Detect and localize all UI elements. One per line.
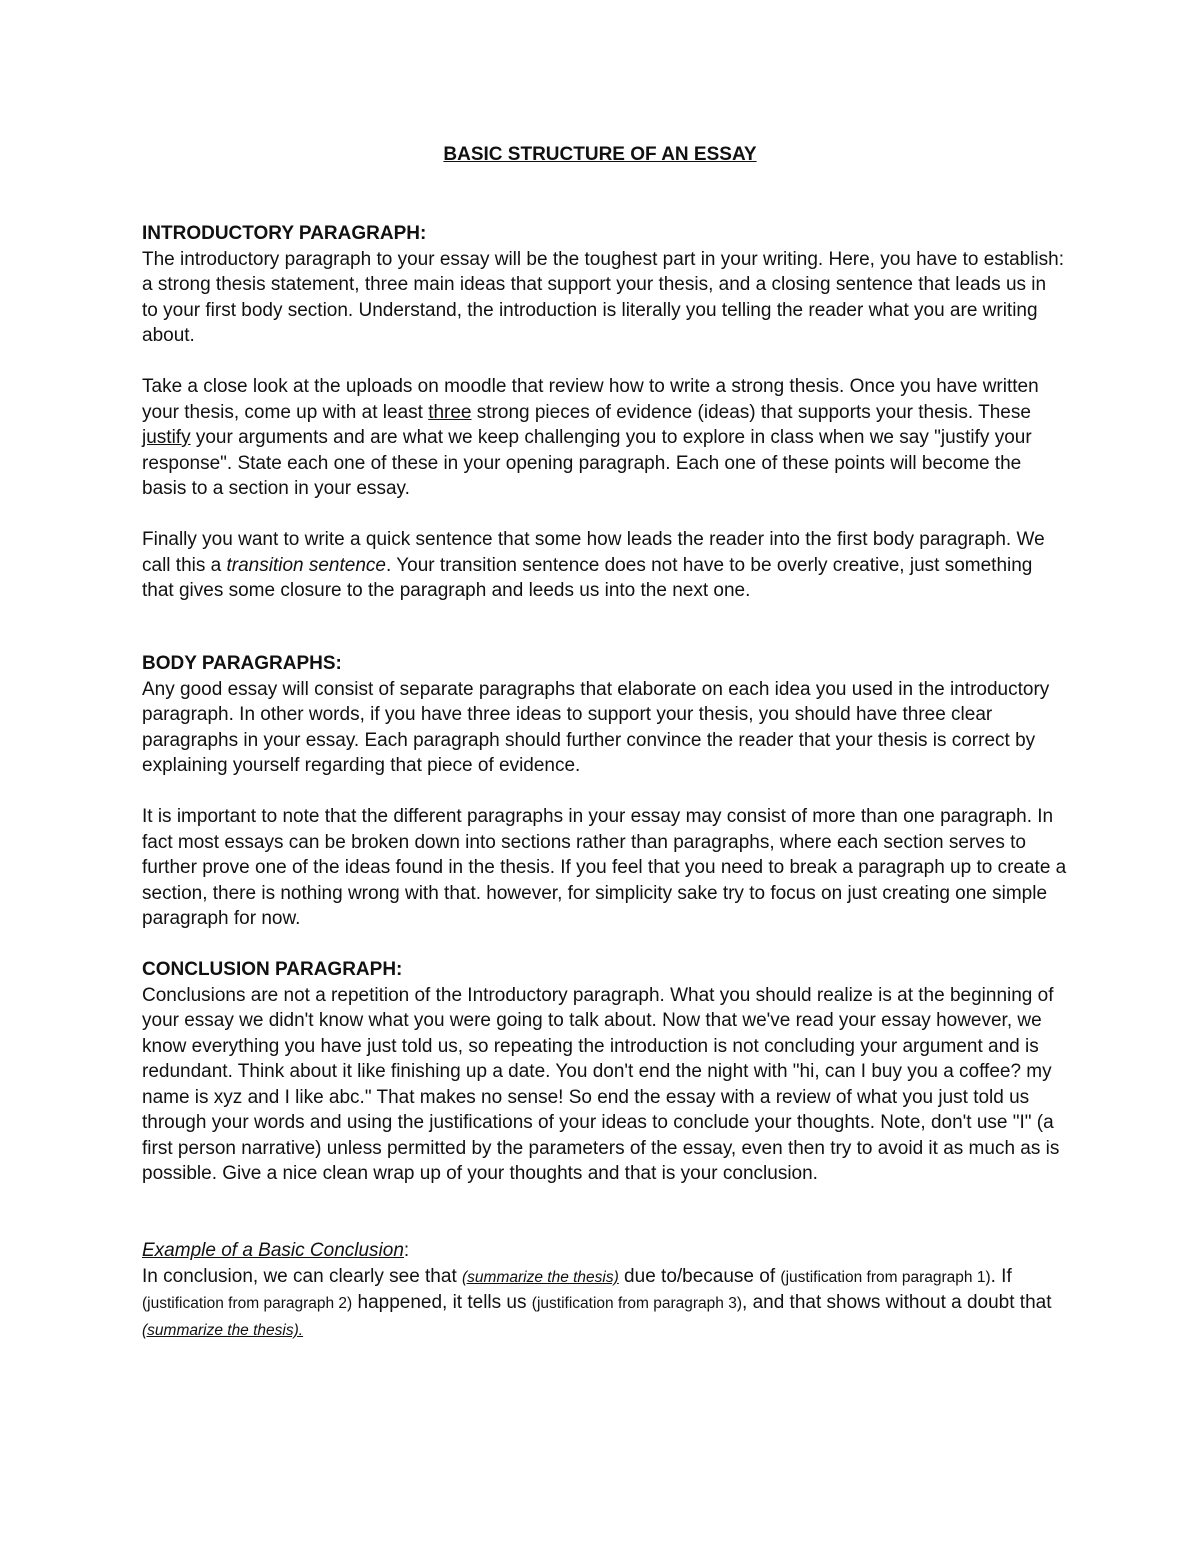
intro-p2-text-c: your arguments and are what we keep challenging you to explore in class when we say "justify your response". State each one of these in your opening paragraph. Each one of these points will become the basis to a section in your essay. xyxy=(142,427,1032,499)
body-heading: BODY PARAGRAPHS: xyxy=(142,653,342,674)
example-label-colon: : xyxy=(403,1240,410,1261)
example-justification-3: (justification from paragraph 3) xyxy=(531,1295,743,1312)
page-title: BASIC STRUCTURE OF AN ESSAY xyxy=(443,144,757,165)
intro-p3-text-b: . Your transition sentence does not have to be overly creative, just something that gives some closure to the paragraph and leeds us into the next one. xyxy=(142,554,1033,601)
example-s1: In conclusion, we can clearly see that xyxy=(142,1265,463,1287)
example-s2: due to/because of xyxy=(618,1265,781,1287)
body-paragraph-1: Any good essay will consist of separate paragraphs that elaborate on each idea you used in the introductory paragraph. In other words, if you have three ideas to support your thesis, you should have three clear paragraphs in your essay. Each paragraph should further convince the reader that your thesis is correct by explaining yourself regarding that piece of evidence. xyxy=(142,678,1050,776)
example-s5: , and that shows without a doubt that xyxy=(742,1292,1052,1313)
example-s4: happened, it tells us xyxy=(352,1292,532,1313)
intro-p2-three: three xyxy=(428,401,472,423)
example-justification-2: (justification from paragraph 2) xyxy=(142,1295,353,1312)
example-summarize-2: (summarize the thesis). xyxy=(142,1321,304,1339)
example-paragraph xyxy=(142,1264,1067,1344)
example-justification-1: (justification from paragraph 1) xyxy=(780,1268,991,1286)
intro-p3-text-a: Finally you want to write a quick sentence that some how leads the reader into the first body paragraph. We call this a xyxy=(142,529,1045,576)
example-label: Example of a Basic Conclusion xyxy=(142,1240,404,1261)
example-summarize-1: (summarize the thesis) xyxy=(462,1268,619,1286)
conclusion-heading: CONCLUSION PARAGRAPH: xyxy=(142,959,403,980)
body-paragraph-2: It is important to note that the different paragraphs in your essay may consist of more than one paragraph. In fact most essays can be broken down into sections rather than paragraphs, where each section serves to further prove one of the ideas found in the thesis. If you feel that you need to break a paragraph up to create a section, there is nothing wrong with that. however, for simplicity sake try to focus on just creating one simple paragraph for now. xyxy=(142,806,1067,929)
intro-p3-term: transition sentence xyxy=(226,554,386,576)
intro-p2-justify: justify xyxy=(142,427,191,448)
intro-paragraph-3 xyxy=(142,527,1067,604)
intro-p2-text-b: strong pieces of evidence (ideas) that supports your thesis. These xyxy=(471,401,1031,423)
intro-section xyxy=(142,221,1067,604)
conclusion-section xyxy=(142,957,1067,1187)
conclusion-paragraph: Conclusions are not a repetition of the Introductory paragraph. What you should realize is at the beginning of your essay we didn't know what you were going to talk about. Now that we've read your essay however, we know everything you have just told us, so repeating the introduction is not concluding your argument and is redundant. Think about it like finishing up a date. You don't end the night with "hi, can I buy you a coffee? my name is xyz and I like abc." That makes no sense! So end the essay with a review of what you just told us through your words and using the justifications of your ideas to conclude your thoughts. Note, don't use "I" (a first person narrative) unless permitted by the parameters of the essay, even then try to avoid it as much as is possible. Give a nice clean wrap up of your thoughts and that is your conclusion. xyxy=(142,984,1060,1184)
example-section xyxy=(142,1238,1067,1343)
example-label-line xyxy=(142,1238,1067,1264)
intro-heading: INTRODUCTORY PARAGRAPH: xyxy=(142,223,427,244)
body-section xyxy=(142,651,1067,932)
intro-paragraph-1: The introductory paragraph to your essay will be the toughest part in your writing. Here, you have to establish: a strong thesis statement, three main ideas that support your thesis, and a closing sentence that leads us in to your first body section. Understand, the introduction is literally you telling the reader what you are writing about. xyxy=(142,248,1064,346)
intro-p2-text-a: Take a close look at the uploads on moodle that review how to write a strong thesis. Once you have written your thesis, come up with at least xyxy=(142,376,1039,423)
example-s3: . If xyxy=(990,1265,1012,1287)
intro-paragraph-2 xyxy=(142,374,1067,502)
